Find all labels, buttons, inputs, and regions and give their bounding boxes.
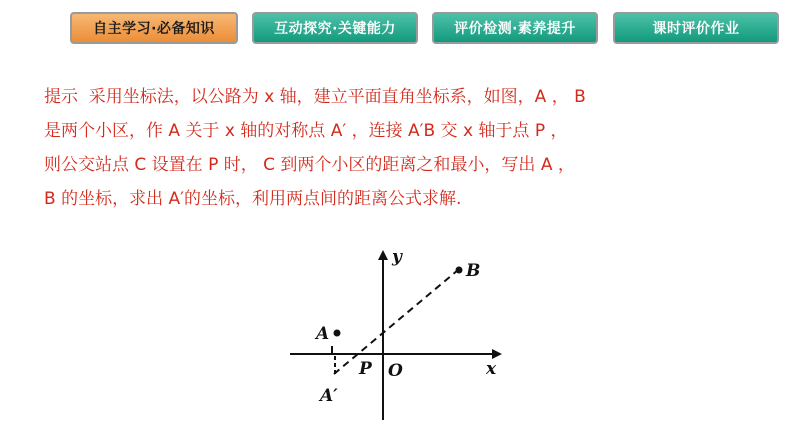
hint-line-2: 是两个小区，作 A 关于 x 轴的对称点 A′ ，连接 A′B 交 x 轴于点 P ，	[44, 121, 568, 141]
point-a-prime-label: A′	[320, 386, 338, 406]
tab-interactive-inquiry[interactable]: 互动探究·关键能力	[252, 12, 418, 44]
x-axis-label: x	[486, 359, 497, 379]
hint-line-1: 提示 采用坐标法，以公路为 x 轴，建立平面直角坐标系，如图，A ， B	[44, 87, 586, 107]
dashed-segment-a-prime-b	[334, 270, 458, 374]
y-axis-arrow	[378, 250, 388, 260]
point-p-label: P	[359, 359, 372, 379]
hint-line-3: 则公交站点 C 设置在 P 时， C 到两个小区的距离之和最小，写出 A ，	[44, 155, 575, 175]
tab-evaluation[interactable]: 评价检测·素养提升	[432, 12, 598, 44]
tab-self-study[interactable]: 自主学习·必备知识	[70, 12, 238, 44]
coordinate-figure	[280, 246, 520, 426]
point-b-label: B	[466, 261, 481, 281]
point-a	[334, 330, 341, 337]
tab-homework[interactable]: 课时评价作业	[613, 12, 779, 44]
point-a-label: A	[316, 324, 330, 344]
hint-line-4: B 的坐标，求出 A′的坐标，利用两点间的距离公式求解.	[44, 189, 462, 209]
point-b	[456, 267, 463, 274]
origin-label: O	[388, 361, 403, 381]
x-axis-arrow	[492, 349, 502, 359]
hint-paragraph	[44, 80, 764, 216]
y-axis-label: y	[392, 247, 402, 267]
section-tab-bar	[0, 0, 794, 50]
